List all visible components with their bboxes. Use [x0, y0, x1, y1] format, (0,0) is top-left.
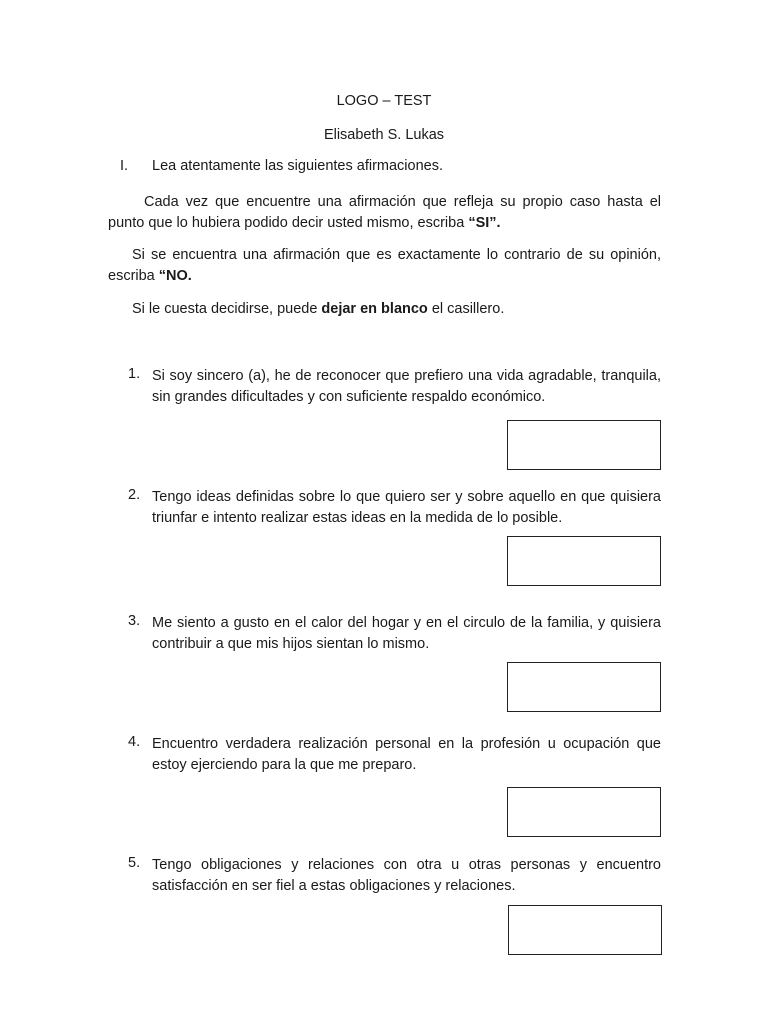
- document-title: LOGO – TEST: [336, 93, 432, 109]
- instruction-no: [108, 245, 661, 287]
- instruction-blank-keyword: dejar en blanco: [321, 301, 428, 317]
- answer-box[interactable]: [507, 420, 661, 470]
- instruction-blank-after: el casillero.: [427, 301, 505, 317]
- question-number: 2.: [128, 487, 141, 503]
- question-text: Si soy sincero (a), he de reconocer que prefiero una vida agradable, tranquila, sin grandes dificultades y con suficiente respaldo económico.: [152, 368, 661, 405]
- instruction-no-text: Si se encuentra una afirmación que es exactamente lo contrario de su opinión, escriba: [108, 247, 661, 284]
- instruction-blank: [108, 299, 661, 320]
- question-text: Me siento a gusto en el calor del hogar y en el circulo de la familia, y quisiera contribuir a que mis hijos sientan lo mismo.: [152, 615, 661, 652]
- instruction-si-text: Cada vez que encuentre una afirmación que refleja su propio caso hasta el punto que lo hubiera podido decir usted mismo, escriba: [108, 194, 661, 231]
- question-text: Encuentro verdadera realización personal en la profesión u ocupación que estoy ejerciendo para la que me preparo.: [152, 736, 661, 773]
- question-number: 5.: [128, 855, 141, 871]
- answer-box[interactable]: [508, 905, 662, 955]
- section-heading: Lea atentamente las siguientes afirmaciones.: [152, 158, 443, 174]
- question-number: 3.: [128, 613, 141, 629]
- answer-box[interactable]: [507, 536, 661, 586]
- document-author: Elisabeth S. Lukas: [323, 127, 445, 143]
- question-number: 1.: [128, 366, 141, 382]
- answer-box[interactable]: [507, 787, 661, 837]
- answer-box[interactable]: [507, 662, 661, 712]
- question-text: Tengo obligaciones y relaciones con otra u otras personas y encuentro satisfacción en ser fiel a estas obligaciones y relaciones.: [152, 857, 661, 894]
- instruction-blank-before: Si le cuesta decidirse, puede: [132, 301, 322, 317]
- section-numeral: I.: [120, 158, 129, 174]
- question-text: Tengo ideas definidas sobre lo que quiero ser y sobre aquello en que quisiera triunfar e intento realizar estas ideas en la medida de lo posible.: [152, 489, 661, 526]
- question-number: 4.: [128, 734, 141, 750]
- instruction-no-keyword: “NO.: [158, 268, 192, 284]
- instruction-si: [108, 192, 661, 234]
- instruction-si-keyword: “SI”.: [468, 215, 501, 231]
